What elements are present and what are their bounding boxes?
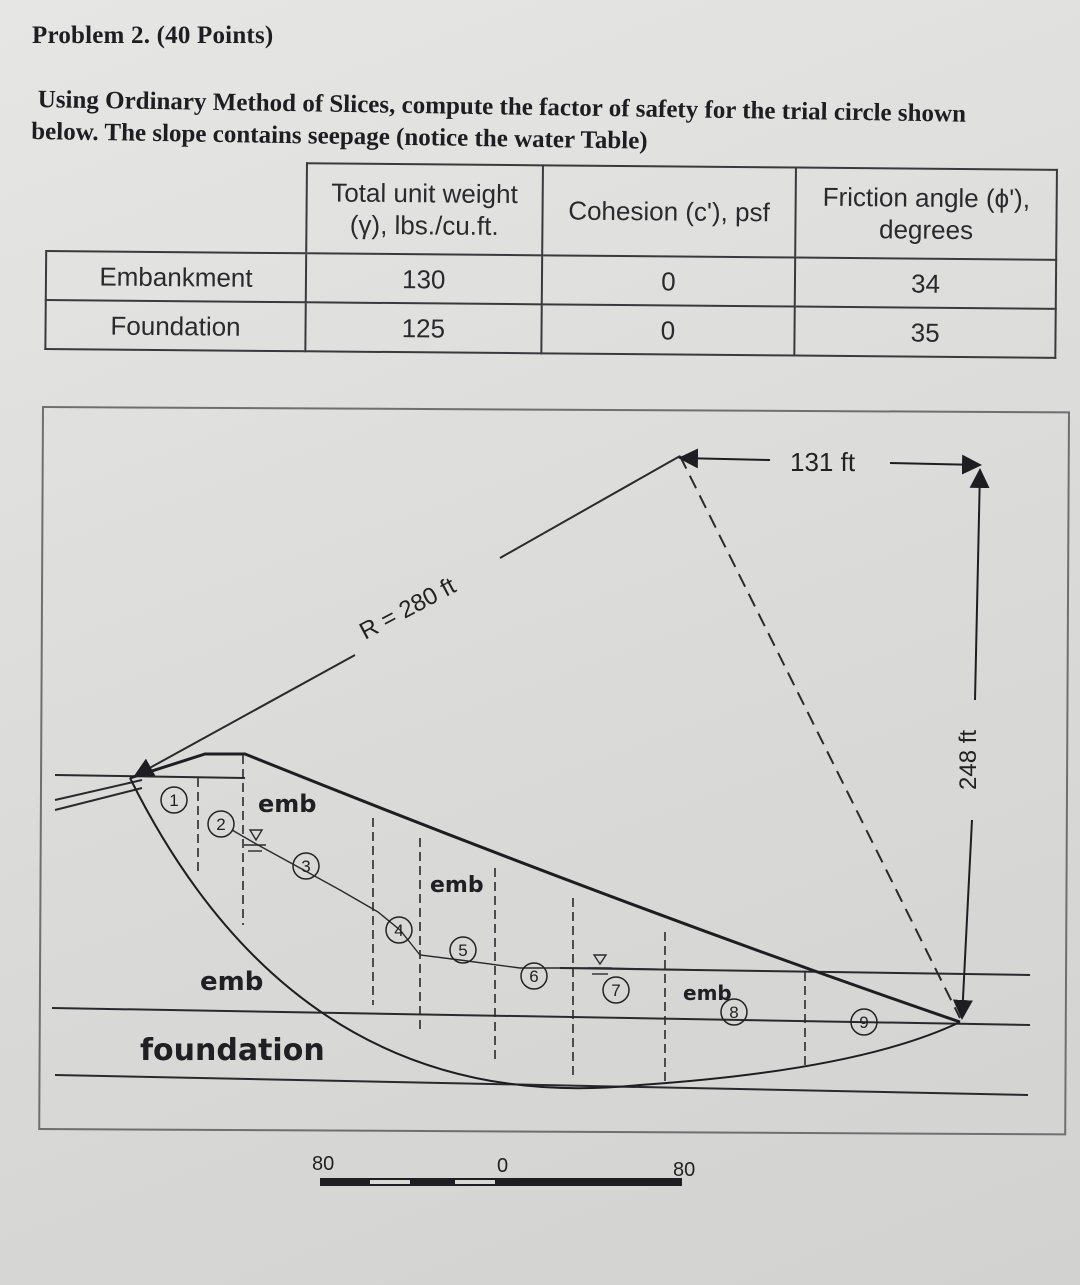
- slice-label-2: 2: [216, 815, 226, 834]
- handwritten-foundation: foundation: [140, 1033, 325, 1068]
- horizontal-dimension-right: [890, 463, 980, 465]
- slice-label-9: 9: [859, 1013, 869, 1032]
- header-friction-line-1: Friction angle (ϕ'),: [822, 181, 1031, 214]
- header-friction-line-2: degrees: [878, 214, 974, 246]
- radius-line-left: [135, 655, 355, 776]
- ground-surface-left-3: [55, 775, 245, 778]
- radius-label: R = 280 ft: [355, 572, 461, 646]
- handwritten-emb-top: emb: [258, 790, 317, 818]
- slice-label-4: 4: [394, 921, 404, 940]
- vertical-dimension-line-bottom: [962, 820, 972, 1018]
- foundation-bottom-line: [55, 1075, 1028, 1095]
- cell-friction: 35: [795, 307, 1056, 358]
- scale-bar-label-right: 80: [673, 1159, 696, 1181]
- slice-label-6: 6: [529, 967, 539, 986]
- cell-friction: 34: [795, 258, 1056, 309]
- slice-labels: [161, 787, 877, 1035]
- slice-label-5: 5: [458, 941, 468, 960]
- handwritten-emb-right: emb: [683, 981, 732, 1005]
- ground-surface-left-1: [55, 780, 142, 800]
- scale-bar-label-center: 0: [497, 1155, 509, 1177]
- horizontal-dimension-label: 131 ft: [790, 447, 856, 477]
- cell-unit-weight: 130: [306, 253, 542, 304]
- cell-cohesion: 0: [541, 255, 795, 306]
- embankment-foundation-boundary: [52, 1008, 1030, 1025]
- header-unit-weight-line-2: (γ), lbs./cu.ft.: [349, 209, 499, 242]
- header-unit-weight-line-1: Total unit weight: [331, 177, 518, 210]
- scale-bar: [312, 1153, 695, 1186]
- water-table-symbol-right: [588, 955, 612, 974]
- row-label: Foundation: [45, 300, 305, 351]
- radius-line-right: [680, 456, 960, 1018]
- vertical-dimension-label: 248 ft: [955, 729, 982, 790]
- slice-label-7: 7: [611, 981, 621, 1000]
- slice-label-3: 3: [301, 857, 311, 876]
- handwritten-emb-left: emb: [200, 967, 264, 997]
- cell-unit-weight: 125: [305, 302, 541, 353]
- problem-statement-line-1: Using Ordinary Method of Slices, compute the factor of safety for the trial circle shown: [37, 86, 967, 128]
- ground-surface-left-2: [55, 788, 142, 810]
- header-cohesion: Cohesion (c'), psf: [542, 165, 796, 257]
- handwritten-emb-middle: emb: [430, 873, 484, 898]
- slice-label-1: 1: [169, 791, 179, 810]
- problem-statement-line-2: below. The slope contains seepage (notice the water Table): [31, 117, 648, 155]
- cell-cohesion: 0: [541, 304, 795, 355]
- scale-bar-label-left: 80: [312, 1153, 335, 1175]
- radius-line-left-upper: [500, 456, 680, 558]
- slice-label-8: 8: [729, 1003, 739, 1022]
- row-label: Embankment: [46, 251, 306, 302]
- horizontal-dimension-left: [680, 458, 770, 460]
- problem-title: Problem 2. (40 Points): [32, 22, 274, 49]
- vertical-dimension-line-top: [975, 470, 980, 700]
